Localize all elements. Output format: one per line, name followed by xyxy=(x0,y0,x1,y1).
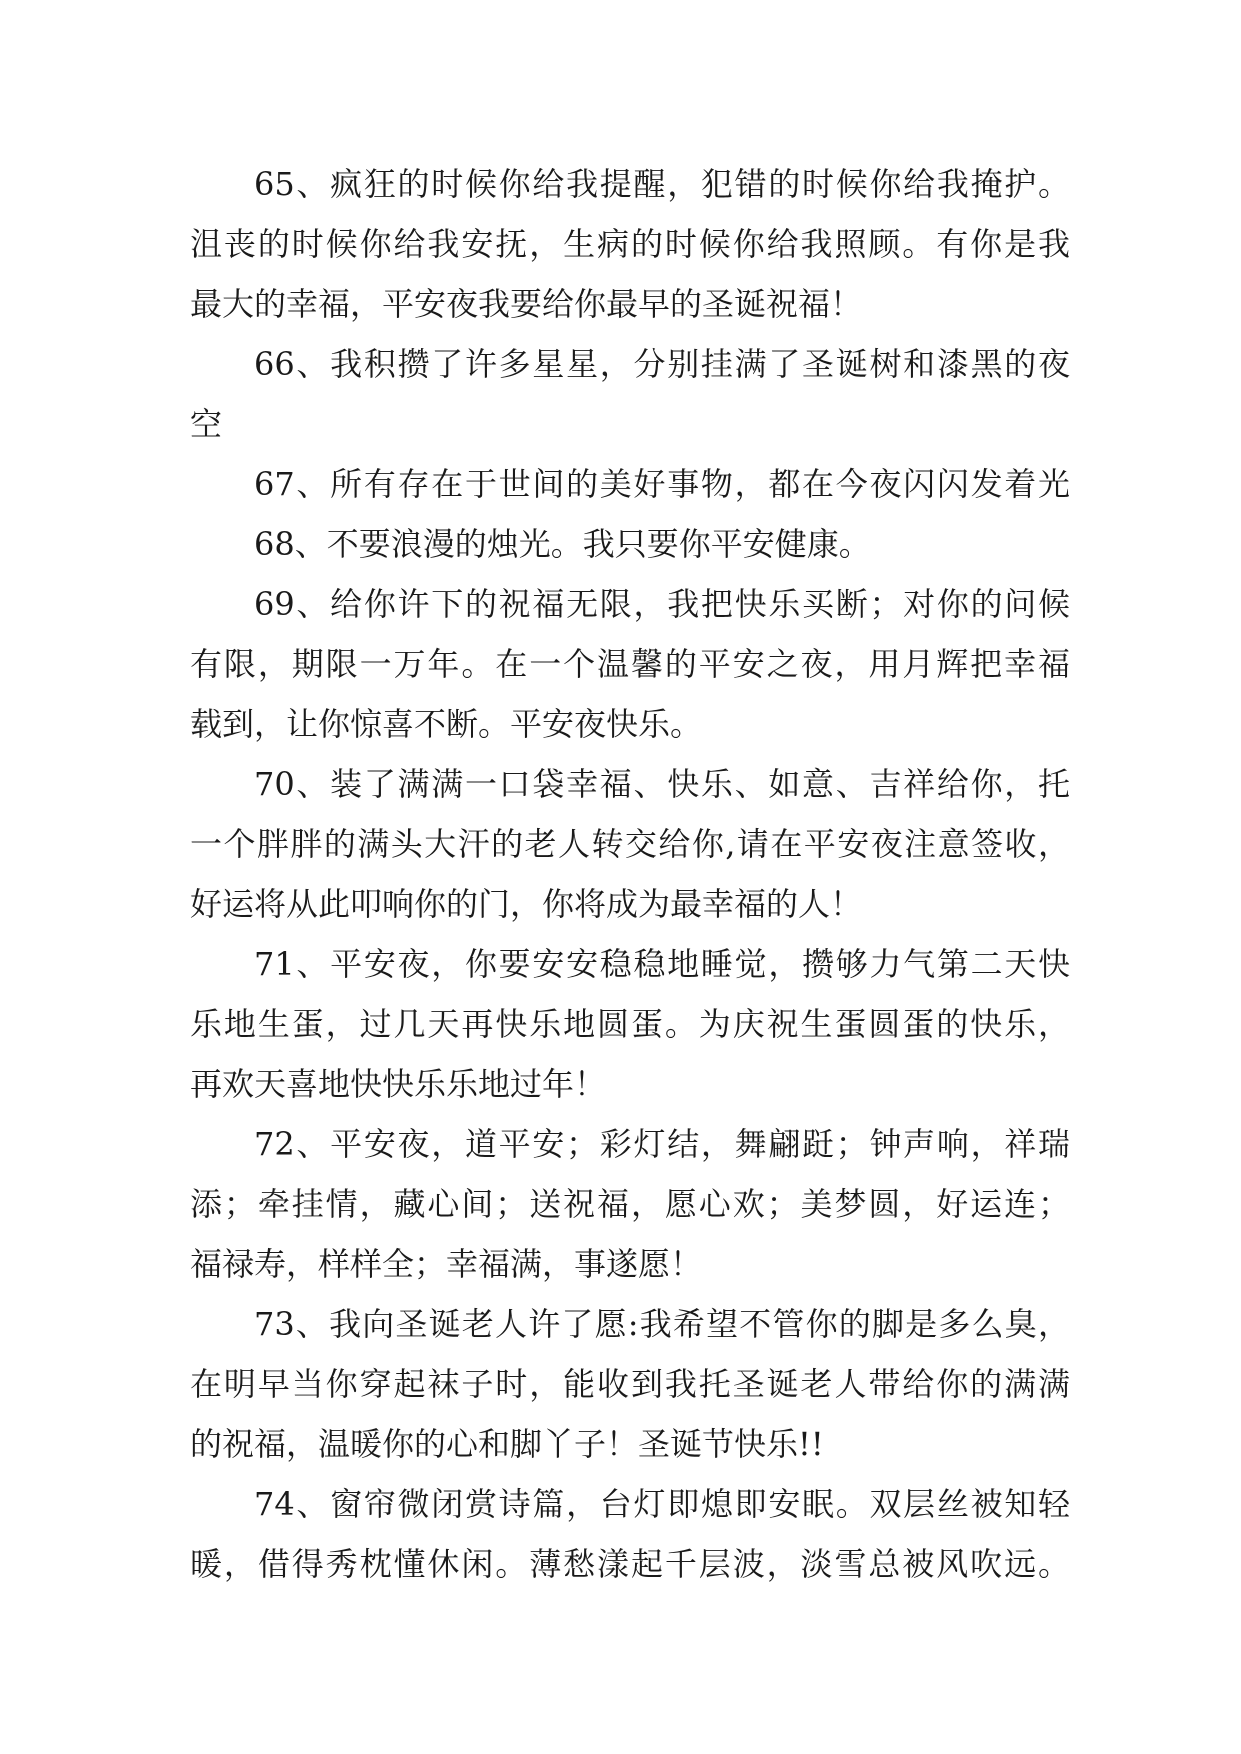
paragraph-line: 68、不要浪漫的烛光。我只要你平安健康。 xyxy=(254,525,871,563)
paragraph-line: 乐地生蛋，过几天再快乐地圆蛋。为庆祝生蛋圆蛋的快乐， xyxy=(190,1005,1070,1043)
paragraph-line: 72、平安夜，道平安；彩灯结，舞翩跹；钟声响，祥瑞 xyxy=(254,1125,1070,1163)
paragraph-line: 69、给你许下的祝福无限，我把快乐买断；对你的问候 xyxy=(254,585,1070,623)
paragraph-line: 70、装了满满一口袋幸福、快乐、如意、吉祥给你，托 xyxy=(254,765,1070,803)
paragraph-line: 73、我向圣诞老人许了愿:我希望不管你的脚是多么臭， xyxy=(254,1305,1070,1343)
paragraph-line: 暖，借得秀枕懂休闲。薄愁漾起千层波，淡雪总被风吹远。 xyxy=(190,1545,1070,1583)
paragraph-line: 福禄寿，样样全；幸福满，事遂愿！ xyxy=(190,1245,703,1283)
paragraph-line: 67、所有存在于世间的美好事物，都在今夜闪闪发着光 xyxy=(254,465,1070,503)
paragraph-line: 74、窗帘微闭赏诗篇，台灯即熄即安眠。双层丝被知轻 xyxy=(254,1485,1070,1523)
paragraph-line: 65、疯狂的时候你给我提醒，犯错的时候你给我掩护。 xyxy=(254,165,1070,203)
paragraph-line: 再欢天喜地快快乐乐地过年！ xyxy=(190,1065,607,1103)
paragraph-line: 在明早当你穿起袜子时，能收到我托圣诞老人带给你的满满 xyxy=(190,1365,1070,1403)
paragraph-line: 空 xyxy=(190,405,223,443)
paragraph-line: 好运将从此叩响你的门，你将成为最幸福的人！ xyxy=(190,885,863,923)
paragraph-line: 沮丧的时候你给我安抚，生病的时候你给我照顾。有你是我 xyxy=(190,225,1070,263)
paragraph-line: 的祝福，温暖你的心和脚丫子！圣诞节快乐!! xyxy=(190,1425,824,1463)
paragraph-line: 有限，期限一万年。在一个温馨的平安之夜，用月辉把幸福 xyxy=(190,645,1070,683)
paragraph-line: 71、平安夜，你要安安稳稳地睡觉，攒够力气第二天快 xyxy=(254,945,1070,983)
paragraph-line: 一个胖胖的满头大汗的老人转交给你,请在平安夜注意签收， xyxy=(190,825,1070,863)
paragraph-line: 66、我积攒了许多星星，分别挂满了圣诞树和漆黑的夜 xyxy=(254,345,1070,383)
paragraph-line: 最大的幸福，平安夜我要给你最早的圣诞祝福！ xyxy=(190,285,863,323)
paragraph-line: 添；牵挂情，藏心间；送祝福，愿心欢；美梦圆，好运连； xyxy=(190,1185,1070,1223)
paragraph-line: 载到，让你惊喜不断。平安夜快乐。 xyxy=(190,705,703,743)
